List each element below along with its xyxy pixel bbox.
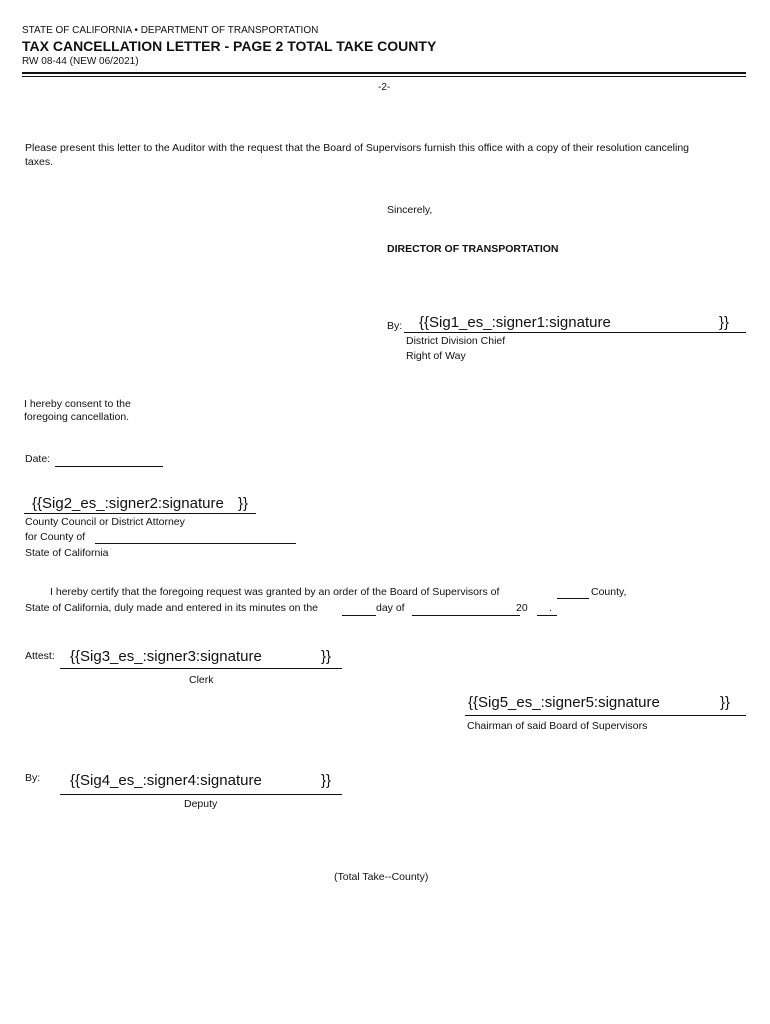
deputy-label: Deputy [184,798,218,810]
minutes-year-line [537,615,557,616]
signature-field-4[interactable]: {{Sig4_es_:signer4:signature [70,772,262,789]
page-number: -2- [378,82,391,93]
signature-line-2 [24,513,256,514]
form-number: RW 08-44 (NEW 06/2021) [22,56,139,67]
date-line [55,466,163,467]
minutes-month-line [412,615,520,616]
signature-field-3-close: }} [321,648,332,665]
signature-field-3[interactable]: {{Sig3_es_:signer3:signature [70,648,262,665]
county-line [95,543,296,544]
signature-field-1-close: }} [719,314,730,331]
signature-field-5[interactable]: {{Sig5_es_:signer5:signature [468,694,660,711]
county-council-label: County Council or District Attorney [25,516,185,528]
by-label-1: By: [387,320,403,332]
attest-label: Attest: [25,650,55,662]
certify-line1: I hereby certify that the foregoing request was granted by an order of the Board of Supervisors of [50,586,500,598]
minutes-day-line [342,615,376,616]
date-label: Date: [25,453,51,465]
footer-text: (Total Take--County) [334,871,429,883]
certify-line2: State of California, duly made and entered in its minutes on the [25,602,319,614]
consent-line2: foregoing cancellation. [24,411,130,423]
body-text-line2: taxes. [25,156,54,168]
day-of-label: day of [376,602,405,614]
state-label: State of California [25,547,109,559]
date-field[interactable] [57,451,163,465]
signature-line-5 [465,715,746,716]
for-county-label: for County of [25,531,86,543]
certify-county-line [557,598,589,599]
signature-line-1 [404,332,746,333]
agency-line: STATE OF CALIFORNIA • DEPARTMENT OF TRANSPORTATION [22,25,319,36]
header-rule-thick [22,72,746,74]
form-title: TAX CANCELLATION LETTER - PAGE 2 TOTAL TAKE COUNTY [22,38,437,54]
signature-field-2-close: }} [238,495,249,512]
header-rule-thin [22,76,746,77]
signature-line-4 [60,794,342,795]
signer1-title-line2: Right of Way [406,350,466,362]
clerk-label: Clerk [189,674,214,686]
signature-field-4-close: }} [321,772,332,789]
chairman-label: Chairman of said Board of Supervisors [467,720,648,732]
county-field[interactable] [97,529,295,543]
signer1-title-line1: District Division Chief [406,335,506,347]
period: . [549,602,552,614]
signature-field-5-close: }} [720,694,731,711]
county-suffix: County, [591,586,627,598]
signature-field-2[interactable]: {{Sig2_es_:signer2:signature [32,495,224,512]
director-title: DIRECTOR OF TRANSPORTATION [387,243,559,255]
signature-field-1[interactable]: {{Sig1_es_:signer1:signature [419,314,611,331]
body-text-line1: Please present this letter to the Auditor with the request that the Board of Supervisors furnish this office with a copy of their resolution canceling [25,142,690,154]
year-prefix: 20 [516,602,528,614]
by-label-2: By: [25,772,41,784]
signature-line-3 [60,668,342,669]
consent-line1: I hereby consent to the [24,398,131,410]
sincerely-text: Sincerely, [387,204,433,216]
